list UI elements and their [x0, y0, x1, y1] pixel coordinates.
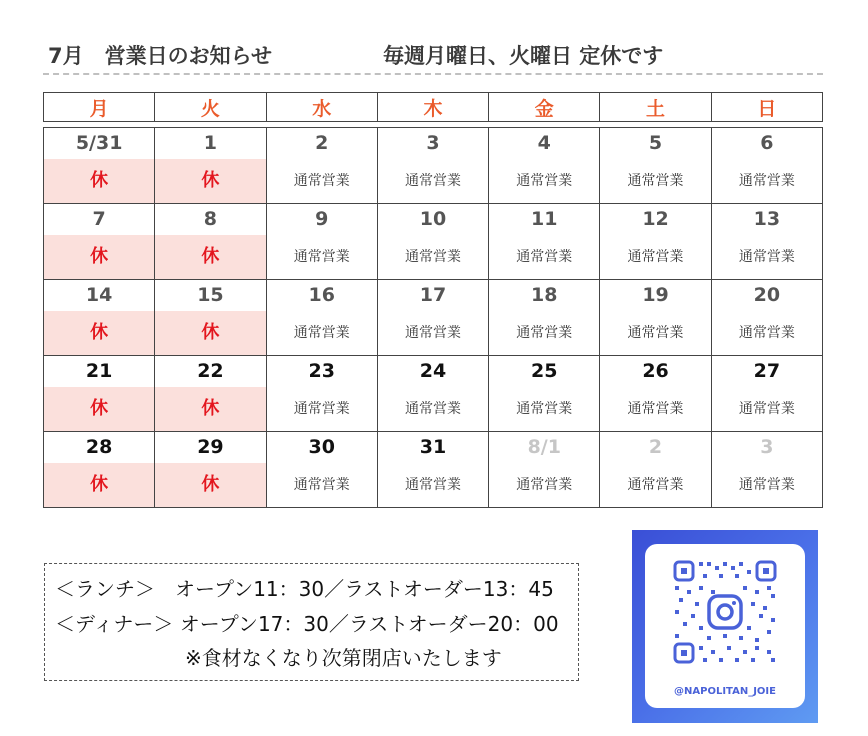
open-label: 通常営業 [516, 325, 573, 341]
open-label: 通常営業 [627, 249, 684, 265]
title-divider [43, 73, 823, 75]
day-number: 21 [85, 360, 113, 382]
weekday-sun: 日 [711, 93, 822, 122]
day-cell [155, 128, 266, 204]
day-number: 9 [315, 208, 329, 230]
closed-label: 休 [44, 235, 154, 279]
weekday-mon: 月 [44, 93, 155, 122]
day-number: 2 [315, 132, 329, 154]
day-number: 18 [531, 284, 558, 306]
day-cell [44, 432, 155, 508]
open-label: 通常営業 [293, 173, 350, 189]
day-number: 22 [197, 360, 224, 382]
day-cell [600, 128, 711, 204]
day-cell [44, 204, 155, 280]
lunch-hours: ＜ランチ＞ オープン11：30／ラストオーダー13：45 [55, 577, 554, 601]
open-label: 通常営業 [404, 401, 461, 417]
day-number: 13 [753, 208, 781, 230]
hours-box [44, 563, 579, 681]
open-label: 通常営業 [293, 325, 350, 341]
day-number: 5/31 [75, 132, 123, 154]
open-label: 通常営業 [404, 477, 461, 493]
open-label: 通常営業 [738, 477, 795, 493]
dinner-hours: ＜ディナー＞ オープン17：30／ラストオーダー20：00 [55, 612, 559, 636]
day-number: 29 [197, 436, 224, 458]
open-label: 通常営業 [516, 401, 573, 417]
day-cell [711, 128, 822, 204]
instagram-handle: @NAPOLITAN_JOIE [674, 686, 776, 697]
open-label: 通常営業 [738, 173, 795, 189]
weekday-sat: 土 [600, 93, 711, 122]
day-number: 8 [203, 208, 218, 230]
day-cell [44, 128, 155, 204]
open-label: 通常営業 [738, 249, 795, 265]
closed-label: 休 [44, 159, 154, 203]
day-number: 11 [531, 208, 558, 230]
day-cell [266, 204, 377, 280]
open-label: 通常営業 [627, 401, 684, 417]
open-label: 通常営業 [738, 401, 795, 417]
page-title: 7月 営業日のお知らせ [48, 44, 272, 68]
day-cell [600, 280, 711, 356]
day-number: 2 [648, 436, 663, 458]
day-number: 19 [642, 284, 669, 306]
day-number: 14 [85, 284, 113, 306]
day-number: 3 [426, 132, 440, 154]
open-label: 通常営業 [293, 477, 350, 493]
week-row [44, 280, 823, 356]
day-cell [155, 356, 266, 432]
day-cell [266, 432, 377, 508]
day-cell [489, 128, 600, 204]
day-cell [711, 204, 822, 280]
open-label: 通常営業 [516, 173, 573, 189]
day-cell [489, 204, 600, 280]
day-cell [489, 356, 600, 432]
instagram-qr-card[interactable] [632, 530, 818, 723]
day-cell [266, 280, 377, 356]
day-number: 8/1 [527, 436, 561, 458]
qr-panel [645, 544, 805, 708]
closed-label: 休 [155, 311, 265, 355]
day-number: 31 [419, 436, 447, 458]
day-number: 23 [308, 360, 335, 382]
weekday-wed: 水 [266, 93, 377, 122]
day-number: 10 [419, 208, 447, 230]
week-row [44, 128, 823, 204]
day-number: 27 [753, 360, 781, 382]
open-label: 通常営業 [627, 477, 684, 493]
open-label: 通常営業 [516, 477, 573, 493]
closed-label: 休 [155, 235, 265, 279]
day-cell [44, 356, 155, 432]
open-label: 通常営業 [404, 249, 461, 265]
closed-label: 休 [44, 311, 154, 355]
open-label: 通常営業 [404, 173, 461, 189]
day-cell [266, 128, 377, 204]
day-number: 28 [85, 436, 113, 458]
open-label: 通常営業 [627, 325, 684, 341]
instagram-icon [709, 596, 741, 628]
closing-note: ※食材なくなり次第閉店いたします [185, 646, 502, 670]
day-cell [600, 356, 711, 432]
day-number: 30 [308, 436, 335, 458]
qr-code-icon [645, 544, 805, 684]
open-label: 通常営業 [293, 401, 350, 417]
day-number: 12 [642, 208, 669, 230]
day-cell [489, 432, 600, 508]
weekday-fri: 金 [489, 93, 600, 122]
day-cell [377, 356, 488, 432]
day-cell [377, 204, 488, 280]
open-label: 通常営業 [516, 249, 573, 265]
day-cell [711, 356, 822, 432]
business-calendar [43, 127, 823, 508]
open-label: 通常営業 [293, 249, 350, 265]
weekday-header [43, 92, 823, 122]
day-number: 15 [197, 284, 224, 306]
week-row [44, 204, 823, 280]
day-cell [44, 280, 155, 356]
week-row [44, 356, 823, 432]
day-number: 6 [760, 132, 774, 154]
closed-label: 休 [155, 159, 265, 203]
day-number: 4 [537, 132, 551, 154]
day-cell [377, 280, 488, 356]
day-number: 7 [92, 208, 106, 230]
day-cell [600, 432, 711, 508]
day-number: 24 [419, 360, 447, 382]
day-number: 25 [531, 360, 558, 382]
weekday-thu: 木 [377, 93, 488, 122]
day-number: 20 [753, 284, 781, 306]
day-cell [600, 204, 711, 280]
open-label: 通常営業 [738, 325, 795, 341]
day-number: 5 [648, 132, 663, 154]
week-row [44, 432, 823, 508]
closed-label: 休 [44, 387, 154, 431]
closed-label: 休 [155, 387, 265, 431]
closed-days-notice: 毎週月曜日、火曜日 定休です [383, 44, 664, 68]
day-cell [155, 432, 266, 508]
closed-label: 休 [44, 463, 154, 507]
open-label: 通常営業 [627, 173, 684, 189]
day-cell [266, 356, 377, 432]
day-cell [711, 280, 822, 356]
open-label: 通常営業 [404, 325, 461, 341]
day-cell [377, 128, 488, 204]
day-number: 16 [308, 284, 335, 306]
day-number: 3 [760, 436, 774, 458]
day-number: 17 [419, 284, 447, 306]
day-number: 26 [642, 360, 669, 382]
weekday-tue: 火 [155, 93, 266, 122]
day-cell [155, 280, 266, 356]
day-cell [377, 432, 488, 508]
day-cell [711, 432, 822, 508]
day-cell [489, 280, 600, 356]
day-number: 1 [203, 132, 218, 154]
closed-label: 休 [155, 463, 265, 507]
day-cell [155, 204, 266, 280]
